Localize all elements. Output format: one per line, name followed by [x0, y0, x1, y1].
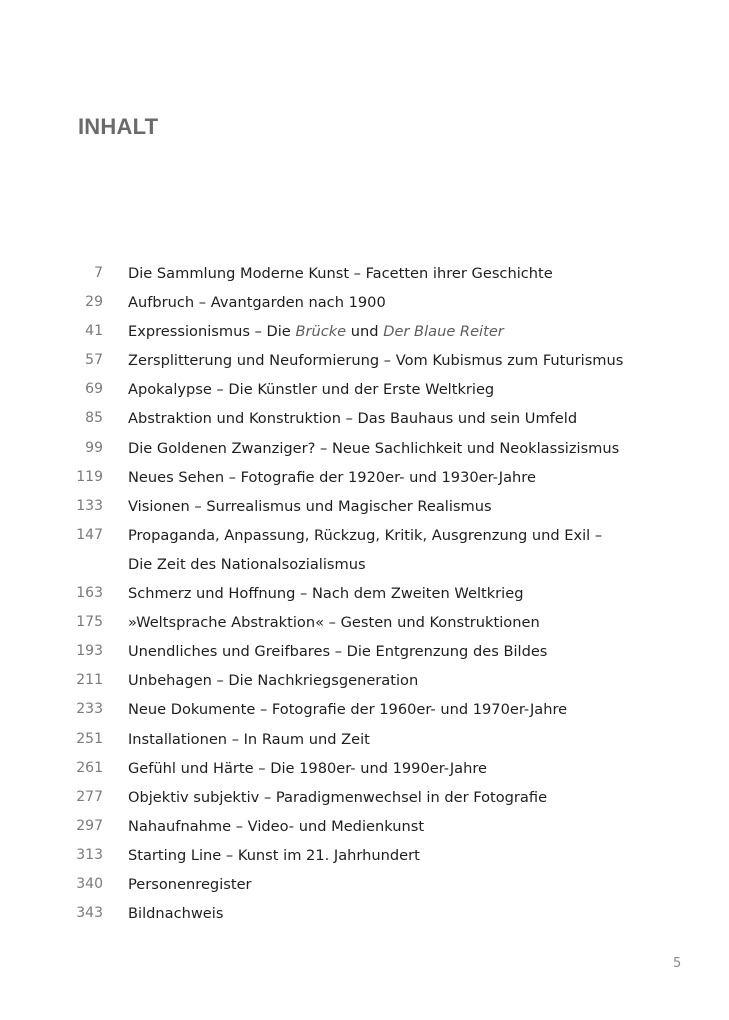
- toc-page-number: 313: [76, 846, 103, 863]
- toc-page-number: 297: [76, 817, 103, 834]
- toc-title-italic-blaue-reiter: Der Blaue Reiter: [383, 323, 504, 341]
- toc-entry-continuation: [0, 550, 729, 579]
- toc-title-continuation: Die Zeit des Nationalsozialismus: [128, 555, 366, 573]
- toc-title: Unbehagen – Die Nachkriegsgeneration: [128, 672, 419, 690]
- toc-entry: [0, 841, 729, 870]
- toc-entry: [0, 666, 729, 695]
- toc-title: Starting Line – Kunst im 21. Jahrhundert: [128, 846, 420, 864]
- toc-title: Schmerz und Hoffnung – Nach dem Zweiten Weltkrieg: [128, 585, 524, 603]
- toc-page-number: 7: [94, 265, 103, 281]
- toc-title: Propaganda, Anpassung, Rückzug, Kritik, Ausgrenzung und Exil –: [128, 526, 603, 544]
- toc-page-number: 211: [76, 672, 103, 689]
- toc-title: »Weltsprache Abstraktion« – Gesten und Konstruktionen: [128, 614, 540, 632]
- toc-entry: [0, 434, 729, 463]
- toc-title: Neues Sehen – Fotografie der 1920er- und 1930er-Jahre: [128, 468, 536, 486]
- toc-title-italic-bruecke: Brücke: [295, 323, 347, 341]
- toc-entry: [0, 404, 729, 433]
- toc-page-number: 29: [85, 294, 103, 311]
- toc-page-number: 133: [76, 497, 103, 514]
- toc-title: Zersplitterung und Neuformierung – Vom Kubismus zum Futurismus: [128, 352, 624, 370]
- toc-page-number: 41: [85, 323, 103, 340]
- page-folio-number: 5: [673, 956, 682, 971]
- toc-page-number: 85: [85, 410, 103, 427]
- toc-entry: [0, 288, 729, 317]
- toc-entry: [0, 463, 729, 492]
- toc-title: Die Sammlung Moderne Kunst – Facetten ihrer Geschichte: [128, 265, 553, 282]
- toc-title: Die Goldenen Zwanziger? – Neue Sachlichkeit und Neoklassizismus: [128, 439, 620, 457]
- toc-entry: [0, 579, 729, 608]
- toc-title: Apokalypse – Die Künstler und der Erste Weltkrieg: [128, 381, 495, 399]
- toc-entry: [0, 317, 729, 346]
- toc-page-number: 193: [76, 643, 103, 660]
- toc-page-number: 175: [76, 614, 103, 631]
- toc-title: Personenregister: [128, 875, 252, 893]
- toc-page-number: 343: [76, 905, 103, 922]
- toc-title: Gefühl und Härte – Die 1980er- und 1990er-Jahre: [128, 759, 488, 777]
- toc-page-number: 277: [76, 788, 103, 805]
- toc-page-number: 99: [85, 439, 103, 456]
- toc-title: Installationen – In Raum und Zeit: [128, 730, 370, 748]
- toc-page-number: 57: [85, 352, 103, 369]
- toc-entry: [0, 754, 729, 783]
- toc-entry: [0, 725, 729, 754]
- toc-entry: [0, 637, 729, 666]
- toc-page-number: 340: [76, 875, 103, 892]
- toc-entry: [0, 521, 729, 550]
- toc-title: Objektiv subjektiv – Paradigmenwechsel in der Fotografie: [128, 788, 548, 806]
- toc-page-number: 261: [76, 759, 103, 776]
- toc-title: Abstraktion und Konstruktion – Das Bauhaus und sein Umfeld: [128, 410, 578, 428]
- page-title: INHALT: [78, 114, 159, 139]
- toc-title: Nahaufnahme – Video- und Medienkunst: [128, 817, 425, 835]
- toc-title: Bildnachweis: [128, 905, 224, 923]
- toc-page-number: 163: [76, 585, 103, 602]
- toc-title: Unendliches und Greifbares – Die Entgrenzung des Bildes: [128, 643, 548, 661]
- toc-title-part: Expressionismus – Die: [128, 323, 296, 341]
- table-of-contents: [0, 259, 729, 928]
- toc-entry: [0, 346, 729, 375]
- toc-title: Neue Dokumente – Fotografie der 1960er- und 1970er-Jahre: [128, 701, 568, 719]
- toc-page-number: 251: [76, 730, 103, 747]
- toc-title-part: und: [346, 323, 384, 341]
- toc-title: [128, 317, 504, 346]
- toc-entry: [0, 812, 729, 841]
- toc-entry: [0, 870, 729, 899]
- toc-page-number: 69: [85, 381, 103, 398]
- toc-entry: [0, 899, 729, 928]
- toc-title: Visionen – Surrealismus und Magischer Realismus: [128, 497, 492, 515]
- toc-entry: [0, 783, 729, 812]
- toc-title: Aufbruch – Avantgarden nach 1900: [128, 294, 386, 312]
- toc-entry: [0, 492, 729, 521]
- toc-entry: [0, 608, 729, 637]
- toc-page-number: 233: [76, 701, 103, 718]
- toc-page-number: 147: [76, 526, 103, 543]
- toc-entry: [0, 259, 729, 288]
- toc-entry: [0, 695, 729, 724]
- toc-page-number: 119: [76, 468, 103, 485]
- toc-entry: [0, 375, 729, 404]
